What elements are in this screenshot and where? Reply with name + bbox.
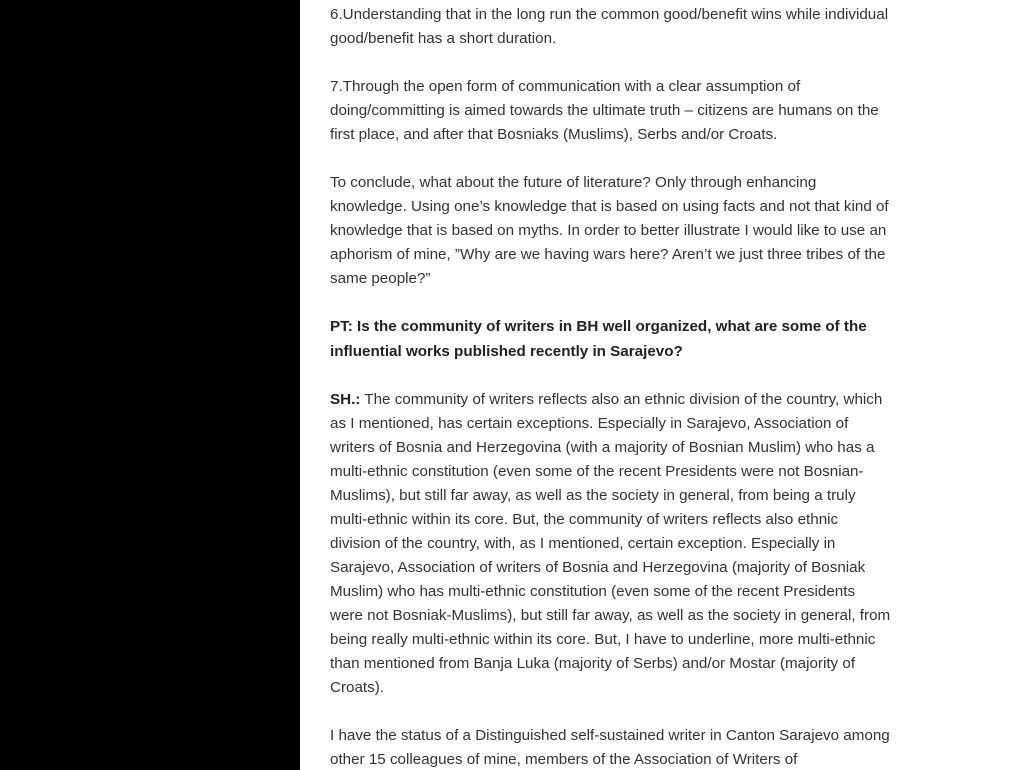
interview-question: PT: Is the community of writers in BH well organized, what are some of the influential works published recently in Sarajevo?	[330, 318, 867, 360]
article-content	[330, 3, 892, 770]
paragraph-point-6: 6.Understanding that in the long run the common good/benefit wins while individual good/benefit has a short duration.	[330, 6, 889, 47]
paragraph-conclusion: To conclude, what about the future of literature? Only through enhancing knowledge. Using one’s knowledge that is based on using facts and not that kind of knowledge that is based on myths. In order to better illustrate I would like to use an aphorism of mine, ”Why are we having wars here? Aren’t we just three tribes of the same people?”	[330, 174, 889, 287]
answer-text: The community of writers reflects also an ethnic division of the country, which as I mentioned, has certain exceptions. Especially in Sarajevo, Association of writers of Bosnia and Herzegovina (with a majority of Bosnian Muslim) who has a multi-ethnic constitution (even some of the recent Presidents were not Bosnian-Muslims), but still far away, as well as the society in general, from being a truly multi-ethnic within its core. But, the community of writers reflects also ethnic division of the country, with, as I mentioned, certain exception. Especially in Sarajevo, Association of writers of Bosnia and Herzegovina (majority of Bosniak Muslim) who has multi-ethnic constitution (even some of the recent Presidents were not Bosniak-Muslims), but still far away, as well as the society in general, from being really multi-ethnic within its core. But, I have to underline, more multi-ethnic than mentioned from Banja Luka (majority of Serbs) and/or Mostar (majority of Croats).	[330, 391, 891, 696]
paragraph-closing: I have the status of a Distinguished self-sustained writer in Canton Sarajevo among other 15 colleagues of mine, members of the Association of Writers of	[330, 727, 890, 768]
paragraph-point-7: 7.Through the open form of communication with a clear assumption of doing/committing is aimed towards the ultimate truth – citizens are humans on the first place, and after that Bosniaks (Muslims), Serbs and/or Croats.	[330, 78, 879, 143]
article-column	[300, 0, 1034, 770]
answer-speaker-label: SH.:	[330, 391, 361, 408]
interview-answer	[330, 388, 892, 700]
